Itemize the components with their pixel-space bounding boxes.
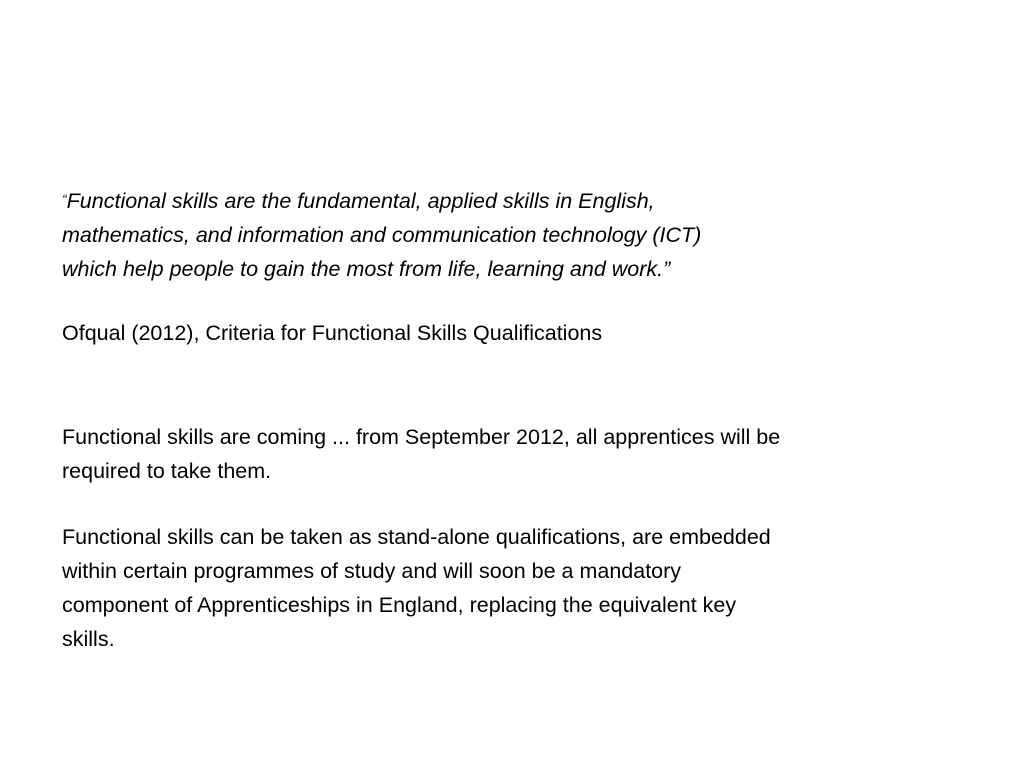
paragraph-line: skills. <box>62 627 115 651</box>
quote-line <box>62 182 942 218</box>
paragraph-line: required to take them. <box>62 459 272 483</box>
quote-line-text: Functional skills are the fundamental, applied skills in English, <box>66 189 655 213</box>
quote-source: Ofqual (2012), Criteria for Functional Skills Qualifications <box>62 321 603 345</box>
opening-quote-mark: “ <box>62 191 67 207</box>
paragraph-line: within certain programmes of study and will soon be a mandatory <box>62 559 682 583</box>
paragraph-qualifications <box>62 520 962 656</box>
quote-line: which help people to gain the most from life, learning and work.” <box>62 257 671 281</box>
paragraph-line: Functional skills are coming ... from September 2012, all apprentices will be <box>62 425 781 449</box>
paragraph-apprentices <box>62 420 962 488</box>
quote-line: mathematics, and information and communication technology (ICT) <box>62 223 702 247</box>
paragraph-line: component of Apprenticeships in England, replacing the equivalent key <box>62 593 737 617</box>
paragraph-line: Functional skills can be taken as stand-alone qualifications, are embedded <box>62 525 771 549</box>
ofqual-quote <box>62 182 942 286</box>
